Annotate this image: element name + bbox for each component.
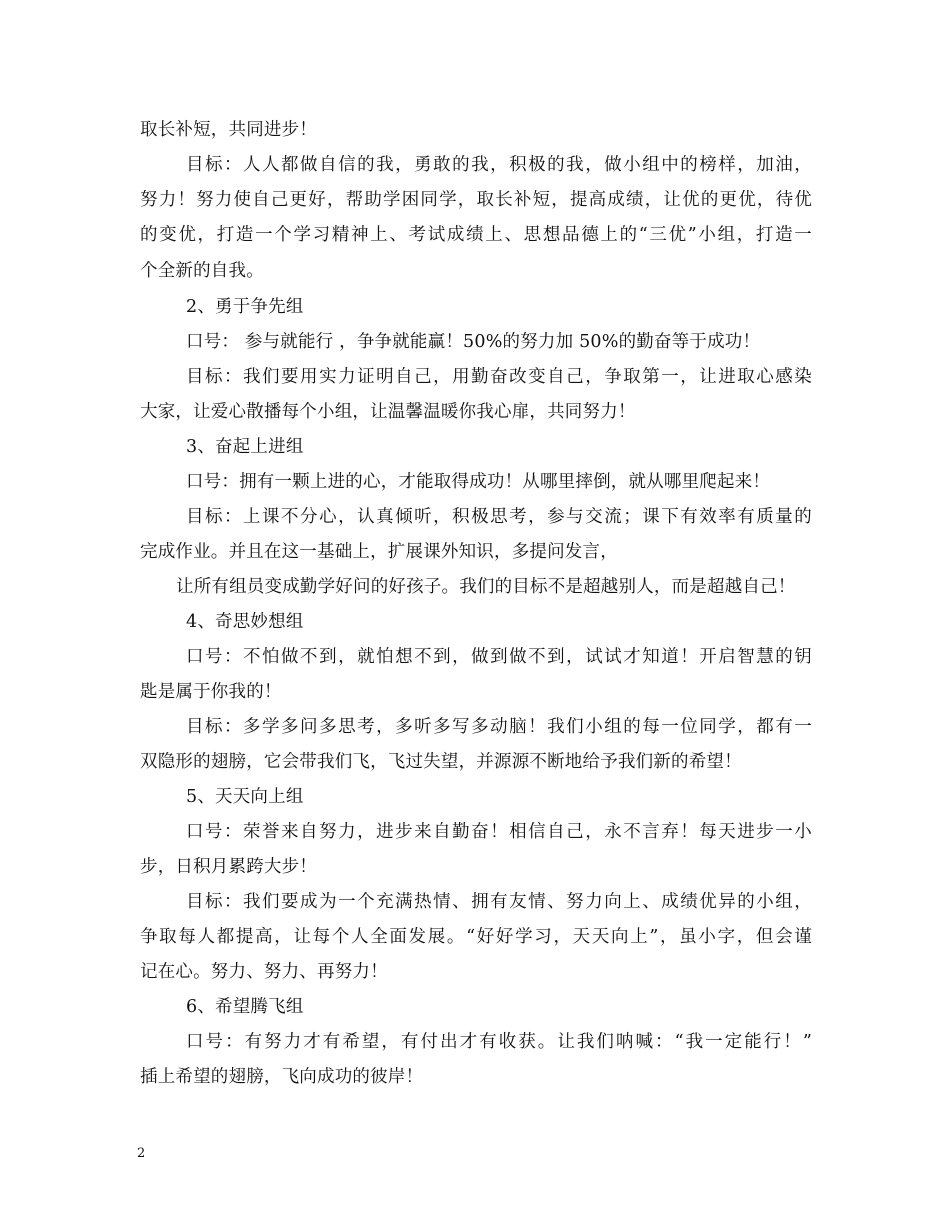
text-line: 口号：拥有一颗上进的心，才能取得成功！从哪里摔倒，就从哪里爬起来！ bbox=[186, 472, 771, 492]
text-line: 个全新的自我。 bbox=[140, 261, 264, 281]
text-line: 目标：多学多问多思考，多听多写多动脑！我们小组的每一位同学，都有一 bbox=[186, 717, 812, 737]
section-heading: 3、奋起上进组 bbox=[186, 437, 304, 457]
text-line: 让所有组员变成勤学好问的好孩子。我们的目标不是超越别人，而是超越自己！ bbox=[176, 577, 796, 597]
text-line: 努力！努力使自己更好，帮助学困同学，取长补短，提高成绩，让优的更优，待优 bbox=[140, 190, 812, 210]
text-line: 记在心。努力、努力、再努力！ bbox=[140, 962, 388, 982]
text-line: 口号：不怕做不到，就怕想不到，做到做不到，试试才知道！开启智慧的钥 bbox=[186, 647, 812, 667]
text-line: 匙是属于你我的！ bbox=[140, 682, 282, 702]
page-number: 2 bbox=[137, 1146, 146, 1161]
text-line: 口号：荣誉来自努力，进步来自勤奋！相信自己，永不言弃！每天进步一小 bbox=[186, 822, 812, 842]
text-line: 口号：有努力才有希望，有付出才有收获。让我们呐喊：“我一定能行！” bbox=[186, 1032, 812, 1052]
text-line: 取长补短，共同进步！ bbox=[140, 120, 317, 140]
text-line: 目标：我们要成为一个充满热情、拥有友情、努力向上、成绩优异的小组， bbox=[186, 892, 812, 912]
text-line: 目标：我们要用实力证明自己，用勤奋改变自己，争取第一，让进取心感染 bbox=[186, 367, 812, 387]
section-heading: 6、希望腾飞组 bbox=[186, 997, 304, 1017]
text-line: 完成作业。并且在这一基础上，扩展课外知识，多提问发言， bbox=[140, 542, 618, 562]
text-line: 步，日积月累跨大步！ bbox=[140, 857, 317, 877]
text-line: 目标：上课不分心，认真倾听，积极思考，参与交流；课下有效率有质量的 bbox=[186, 507, 812, 527]
text-line: 口号： 参与就能行 ，争争就能赢！50%的努力加 50%的勤奋等于成功！ bbox=[186, 332, 761, 352]
section-heading: 2、勇于争先组 bbox=[186, 297, 304, 317]
section-heading: 4、奇思妙想组 bbox=[186, 612, 304, 632]
text-line: 的变优，打造一个学习精神上、考试成绩上、思想品德上的“三优”小组，打造一 bbox=[140, 225, 812, 245]
text-line: 目标：人人都做自信的我，勇敢的我，积极的我，做小组中的榜样，加油， bbox=[186, 155, 812, 175]
text-line: 双隐形的翅膀，它会带我们飞，飞过失望，并源源不断地给予我们新的希望！ bbox=[140, 752, 742, 772]
text-line: 争取每人都提高，让每个人全面发展。“好好学习，天天向上”，虽小字，但会谨 bbox=[140, 927, 812, 947]
section-heading: 5、天天向上组 bbox=[186, 787, 304, 807]
text-line: 大家，让爱心散播每个小组，让温馨温暖你我心扉，共同努力！ bbox=[140, 402, 636, 422]
text-line: 插上希望的翅膀，飞向成功的彼岸！ bbox=[140, 1067, 424, 1087]
